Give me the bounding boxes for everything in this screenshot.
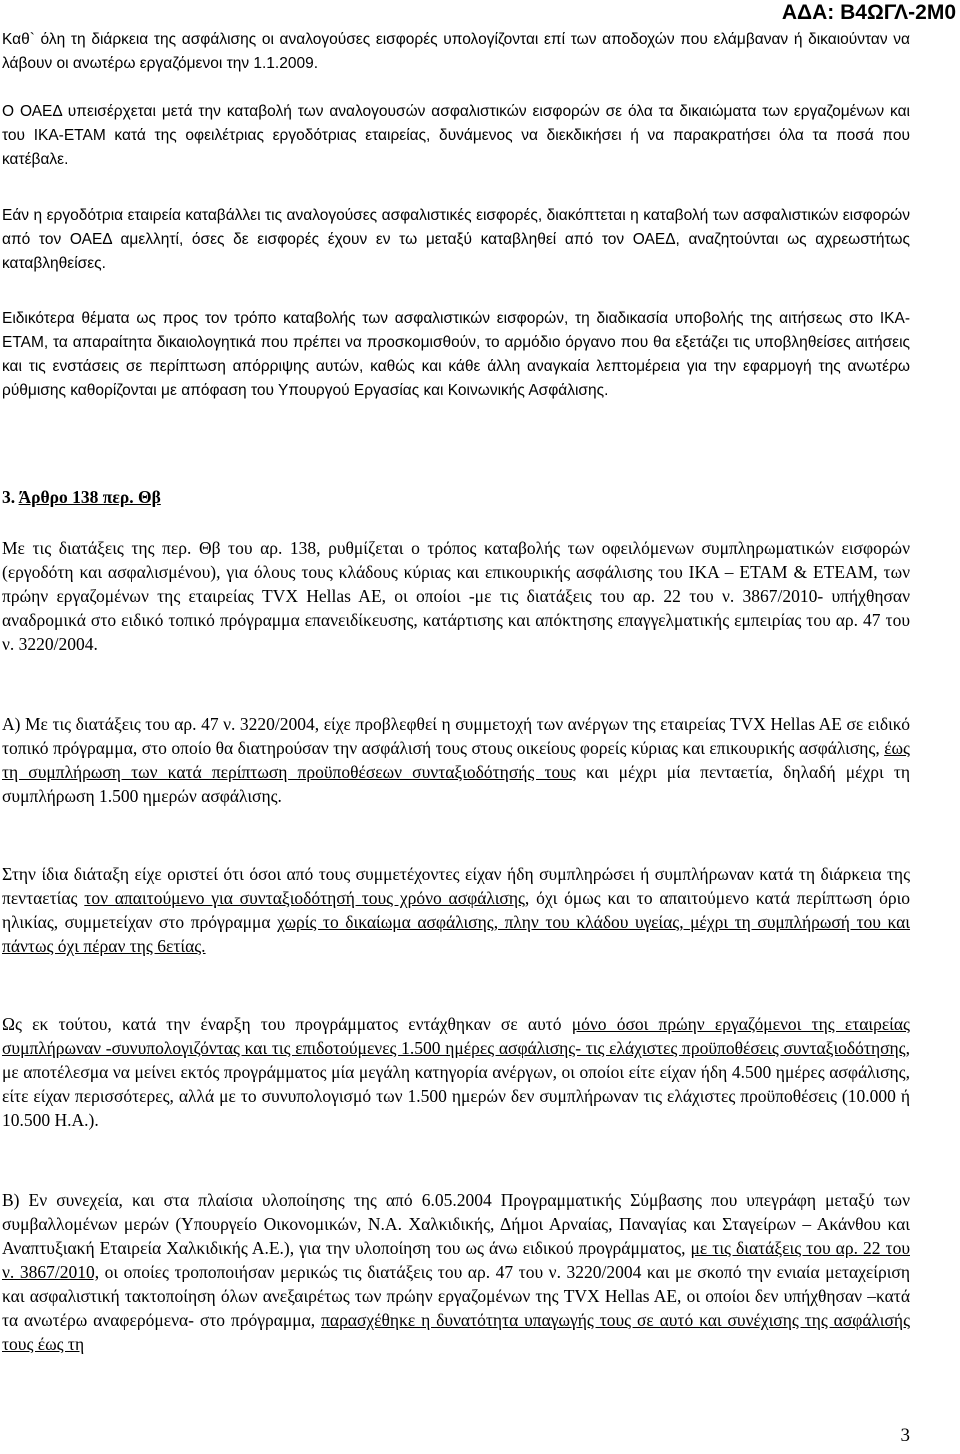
ada-code: ΑΔΑ: Β4ΩΓΛ-2Μ0 (781, 1, 956, 24)
underlined-text: έως τη συμπλήρωση των κατά περίπτωση προϋποθέσεων συνταξιοδότησής τους (2, 738, 910, 782)
text: και μέχρι μία πενταετία, δηλαδή μέχρι τη συμπλήρωση 1.500 ημερών ασφάλισης. (2, 762, 911, 806)
paragraph-ministerial-decision: Ειδικότερα θέματα ως προς τον τρόπο καταβολής των ασφαλιστικών εισφορών, τη διαδικασία υποβολής της αιτήσεως στο ΙΚΑ-ΕΤΑΜ, τα απαραίτητα δικαιολογητικά που πρέπει να προσκομισθούν, το αρμόδιο όργανο που θα εξετάζει τις υποβληθείσες αιτήσεις και τις ενστάσεις σε περίπτωση απόρριψης αυτών, καθώς και κάθε άλλη αναγκαία λεπτομέρεια για την εφαρμογή της ανωτέρω ρύθμισης καθορίζονται με απόφαση του Υπουργού Εργασίας και Κοινωνικής Ασφάλισης. (2, 310, 910, 399)
text: Α) Με τις διατάξεις του αρ. 47 ν. 3220/2004, είχε προβλεφθεί η συμμετοχή των ανέργων της εταιρείας TVX Hellas AE σε ειδικό τοπικό πρόγραμμα, στο οποίο θα διατηρούσαν την ασφάλισή τους στους οικείους φορείς κύριας και επικουρικής ασφάλισης, (2, 714, 910, 758)
paragraph-employer-payment: Εάν η εργοδότρια εταιρεία καταβάλλει τις αναλογούσες ασφαλιστικές εισφορές, διακόπτεται η καταβολή των ασφαλιστικών εισφορών από τον ΟΑΕΔ αμελλητί, όσες δε εισφορές έχουν εν τω μεταξύ καταβληθεί από τον ΟΑΕΔ, αναζητούνται ως αχρεωστήτως καταβληθείσες. (2, 207, 910, 272)
underlined-text: παρασχέθηκε η δυνατότητα υπαγωγής τους σε αυτό και συνέχισης της ασφάλισής τους έως τη (2, 1310, 911, 1354)
paragraph-same-provision (2, 862, 910, 958)
text: Ως εκ τούτου, κατά την έναρξη του προγράμματος εντάχθηκαν σε αυτό (2, 1014, 562, 1034)
section-number: 3. (2, 487, 16, 507)
section-title: Άρθρο 138 περ. Θβ (18, 487, 161, 507)
underlined-text: χωρίς το δικαίωμα ασφάλισης, πλην του κλάδου υγείας, μέχρι τη συμπλήρωσή του και πάντως όχι πέραν της 6ετίας. (2, 912, 911, 956)
paragraph-consequently (2, 1012, 910, 1132)
text: Στην ίδια διάταξη είχε οριστεί ότι όσοι από τους συμμετέχοντες είχαν ήδη συμπληρώσει ή συμπλήρωναν κατά τη διάρκεια της πενταετίας (2, 864, 910, 908)
paragraph-a-article-47 (2, 712, 910, 808)
underlined-text: μόνο όσοι πρώην εργαζόμενοι της εταιρείας συμπλήρωναν -συνυπολογιζόντας και τις επιδοτούμενες 1.500 ημέρες ασφάλισης- τις ελάχιστες προϋποθέσεις συνταξιοδότησης, (2, 1014, 910, 1058)
text: με αποτέλεσμα να μείνει εκτός προγράμματος μία μεγάλη κατηγορία ανέργων, οι οποίοι είτε είχαν ήδη 4.500 ημέρες ασφάλισης, είτε είχαν περισσότερες, αλλά με το συνυπολογισμό των 1.500 ημερών δεν συμπλήρωναν τις ελάχιστες προϋποθέσεις (10.000 ή 10.500 Η.Α.). (2, 1062, 910, 1130)
paragraph-b-programmatic-contract (2, 1188, 910, 1356)
underlined-text: με τις διατάξεις του αρ. 22 του ν. 3867/2010, (2, 1238, 910, 1282)
underlined-text: τον απαιτούμενο για συνταξιοδότησή τους χρόνο ασφάλισης, (84, 888, 530, 908)
text: Β) Εν συνεχεία, και στα πλαίσια υλοποίησης της από 6.05.2004 Προγραμματικής Σύμβασης που υπεγράφη μεταξύ των συμβαλλομένων μερών (Υπουργείο Οικονομικών, Ν.Α. Χαλκιδικής, Δήμοι Αρναίας, Παναγίας και Σταγείρων – Ακάνθου και Αναπτυξιακή Εταιρεία Χαλκιδικής Α.Ε.), για την υλοποίηση του ως άνω ειδικού προγράμματος, (2, 1190, 910, 1258)
text: οι οποίες τροποποιήσαν μερικώς τις διατάξεις του αρ. 47 του ν. 3220/2004 και με σκοπό την ενιαία μεταχείριση και ασφαλιστική τακτοποίηση όλων ανεξαιρέτως των πρώην εργαζομένων της TVX Hellas AE, οι οποίοι δεν υπήχθησαν –κατά τα ανωτέρω αναφερόμενα- στο πρόγραμμα, (2, 1262, 910, 1330)
paragraph-article-138: Με τις διατάξεις της περ. Θβ του αρ. 138, ρυθμίζεται ο τρόπος καταβολής των οφειλόμενων συμπληρωματικών εισφορών (εργοδότη και ασφαλισμένου), για όλους τους κλάδους κύριας και επικουρικής ασφάλισης του ΙΚΑ – ΕΤΑΜ & ΕΤΕΑΜ, των πρώην εργαζομένων της εταιρείας TVX Hellas AE, οι οποίοι -με τις διατάξεις του αρ. 22 του ν. 3867/2010- υπήχθησαν αναδρομικά στο ειδικό τοπικό πρόγραμμα επανειδίκευσης, κατάρτισης και απόκτησης επαγγελματικής εμπειρίας του αρ. 47 του ν. 3220/2004. (2, 538, 910, 654)
text: όχι όμως και το απαιτούμενο κατά περίπτωση όριο ηλικίας, συμμετείχαν στο πρόγραμμα (2, 888, 911, 932)
section-heading (2, 485, 161, 509)
page-number: 3 (900, 1425, 910, 1446)
paragraph-oaed-subrogation: Ο ΟΑΕΔ υπεισέρχεται μετά την καταβολή των αναλογουσών ασφαλιστικών εισφορών σε όλα τα δικαιώματα των εργαζομένων και του ΙΚΑ-ΕΤΑΜ κατά της οφειλέτριας εργοδότριας εταιρείας, δυνάμενος να διεκδικήσει ή να παρακρατήσει όλα τα ποσά που κατέβαλε. (2, 103, 910, 168)
paragraph-contributions-calculation: Καθ` όλη τη διάρκεια της ασφάλισης οι αναλογούσες εισφορές υπολογίζονται επί των αποδοχών που ελάμβαναν ή δικαιούνταν να λάβουν οι ανωτέρω εργαζόμενοι την 1.1.2009. (2, 31, 910, 72)
